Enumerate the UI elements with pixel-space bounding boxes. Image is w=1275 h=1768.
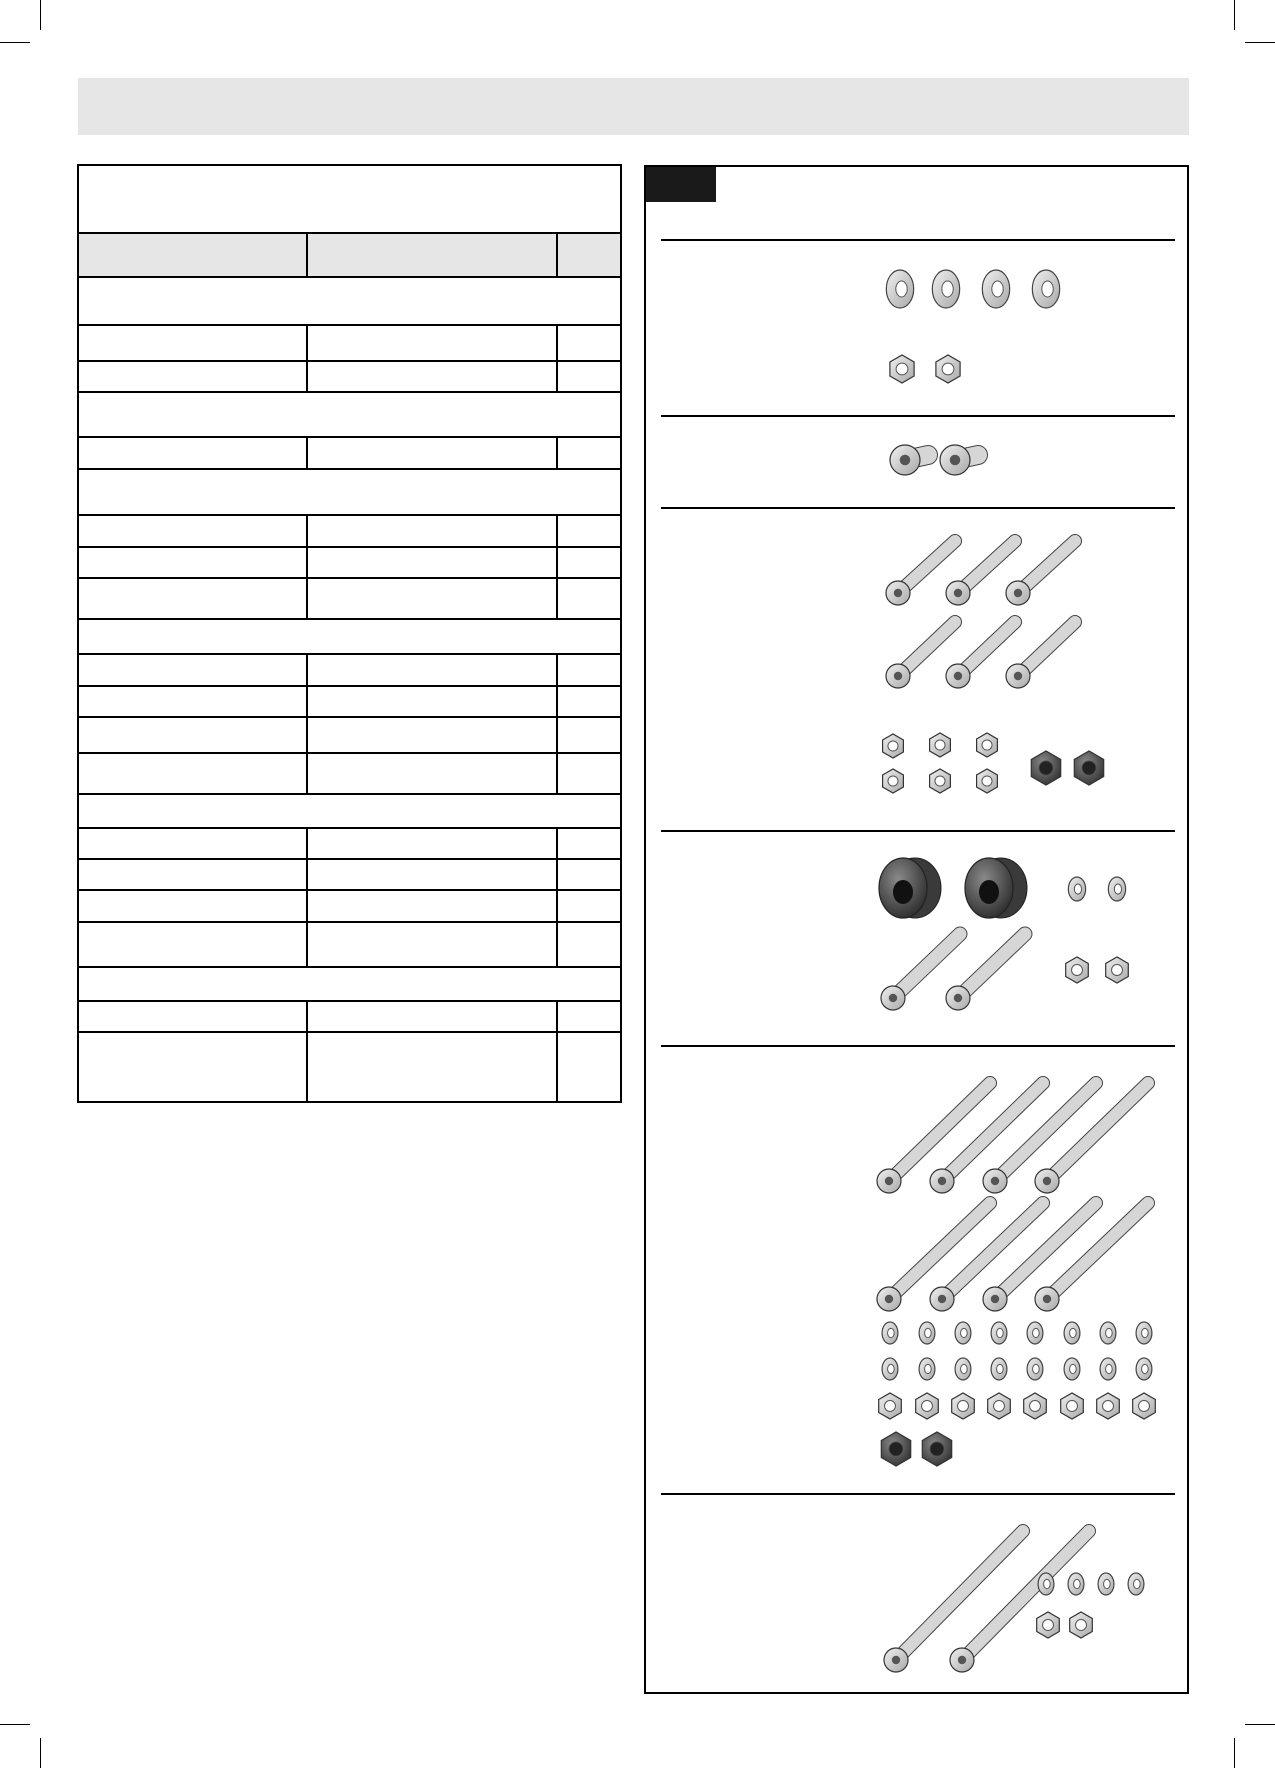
table-rule [79,360,620,362]
bolt-icon [946,622,1015,688]
crop-mark [1234,0,1235,30]
table-column-rule [556,546,558,577]
table-rule [79,232,620,234]
hex-nut-icon [916,1393,939,1419]
hex-nut-icon [977,769,998,793]
table-column-rule [306,827,308,858]
washer-icon [955,1358,971,1380]
long-bolt-icon [1035,1083,1148,1193]
crop-mark [1234,1738,1235,1768]
washer-icon [1136,1358,1152,1380]
page-header-band [78,78,1189,135]
washer-icon [991,1322,1007,1344]
table-column-rule [556,858,558,889]
table-rule [79,436,620,438]
crop-mark [1245,1724,1275,1725]
hex-nut-icon [1106,957,1129,983]
hex-nut-icon [936,355,960,383]
table-rule [79,1031,620,1033]
bolt-icon [946,541,1015,605]
washer-icon [919,1322,935,1344]
hex-nut-icon [930,733,951,757]
short-bolt-icon [940,445,978,475]
washer-icon [1100,1322,1116,1344]
table-rule [79,858,620,860]
washer-icon [1027,1322,1043,1344]
dark-nut-icon [1074,751,1103,785]
table-column-rule [306,858,308,889]
table-column-rule [556,436,558,468]
washer-icon [1128,1573,1144,1595]
crop-mark [0,42,30,43]
bolt-icon [886,541,955,605]
table-column-rule [556,577,558,618]
table-column-rule [306,653,308,685]
table-header-row [79,234,620,276]
bolt-icon [886,622,955,688]
hex-nut-icon [977,733,998,757]
washer-icon [1098,1573,1114,1595]
table-rule [79,793,620,795]
washer-icon [886,270,913,308]
table-rule [79,1000,620,1002]
washer-icon [1068,1573,1084,1595]
dark-nut-icon [922,1432,951,1466]
dark-nut-icon [881,1432,910,1466]
table-column-rule [556,889,558,921]
washer-icon [1068,877,1085,901]
washer-icon [1100,1358,1116,1380]
table-rule [79,966,620,968]
table-column-rule [556,232,558,276]
hex-nut-icon [879,1393,902,1419]
washer-icon [932,270,959,308]
washer-icon [882,1322,898,1344]
table-rule [79,752,620,754]
hex-nut-icon [1066,957,1089,983]
washer-icon [1064,1322,1080,1344]
hex-nut-icon [1097,1393,1120,1419]
table-column-rule [306,889,308,921]
table-rule [79,827,620,829]
table-rule [79,546,620,548]
extra-long-bolt-icon [950,1531,1089,1672]
table-column-rule [306,1000,308,1031]
hex-nut-icon [952,1393,975,1419]
bolt-icon [1006,622,1075,688]
table-column-rule [306,360,308,391]
hex-nut-icon [1061,1393,1084,1419]
short-bolt-icon [890,445,928,475]
table-column-rule [306,752,308,793]
table-rule [79,921,620,923]
table-column-rule [556,921,558,966]
table-rule [79,618,620,620]
table-column-rule [556,752,558,793]
table-column-rule [306,685,308,716]
table-rule [79,889,620,891]
table-column-rule [556,360,558,391]
washer-icon [955,1322,971,1344]
washer-icon [982,270,1009,308]
table-column-rule [556,716,558,752]
crop-mark [40,0,41,30]
table-column-rule [556,685,558,716]
table-rule [79,324,620,326]
rubber-wheel-icon [879,858,941,918]
hex-nut-icon [890,355,914,383]
washer-icon [991,1358,1007,1380]
crop-mark [0,1724,30,1725]
hex-nut-icon [1037,1612,1060,1638]
rubber-wheel-icon [965,858,1027,918]
table-column-rule [556,1000,558,1031]
table-column-rule [556,653,558,685]
table-column-rule [556,827,558,858]
table-rule [79,276,620,278]
table-column-rule [306,716,308,752]
washer-icon [919,1358,935,1380]
table-rule [79,577,620,579]
dark-nut-icon [1031,751,1060,785]
washer-icon [1064,1358,1080,1380]
table-column-rule [556,324,558,360]
table-column-rule [306,514,308,546]
table-column-rule [306,324,308,360]
table-rule [79,716,620,718]
hex-nut-icon [1024,1393,1047,1419]
hex-nut-icon [1133,1393,1156,1419]
washer-icon [1032,270,1059,308]
bolt-icon [1006,541,1075,605]
table-column-rule [306,921,308,966]
table-rule [79,468,620,470]
crop-mark [1245,42,1275,43]
washer-icon [882,1358,898,1380]
table-rule [79,391,620,393]
table-column-rule [306,546,308,577]
hardware-illustrations [646,167,1187,1692]
table-column-rule [556,1031,558,1101]
table-column-rule [556,514,558,546]
table-rule [79,514,620,516]
hardware-pack-panel [644,165,1189,1694]
hex-nut-icon [930,769,951,793]
table-column-rule [306,1031,308,1101]
hex-nut-icon [883,734,904,758]
hex-nut-icon [1070,1612,1093,1638]
table-rule [79,685,620,687]
hex-nut-icon [988,1393,1011,1419]
table-column-rule [306,436,308,468]
table-column-rule [306,232,308,276]
parts-table [77,164,622,1103]
washer-icon [1027,1358,1043,1380]
hex-nut-icon [883,769,904,793]
long-bolt-icon [1035,1203,1148,1311]
washer-icon [1038,1573,1054,1595]
table-column-rule [306,577,308,618]
washer-icon [1136,1322,1152,1344]
table-rule [79,653,620,655]
crop-mark [40,1738,41,1768]
washer-icon [1108,877,1125,901]
